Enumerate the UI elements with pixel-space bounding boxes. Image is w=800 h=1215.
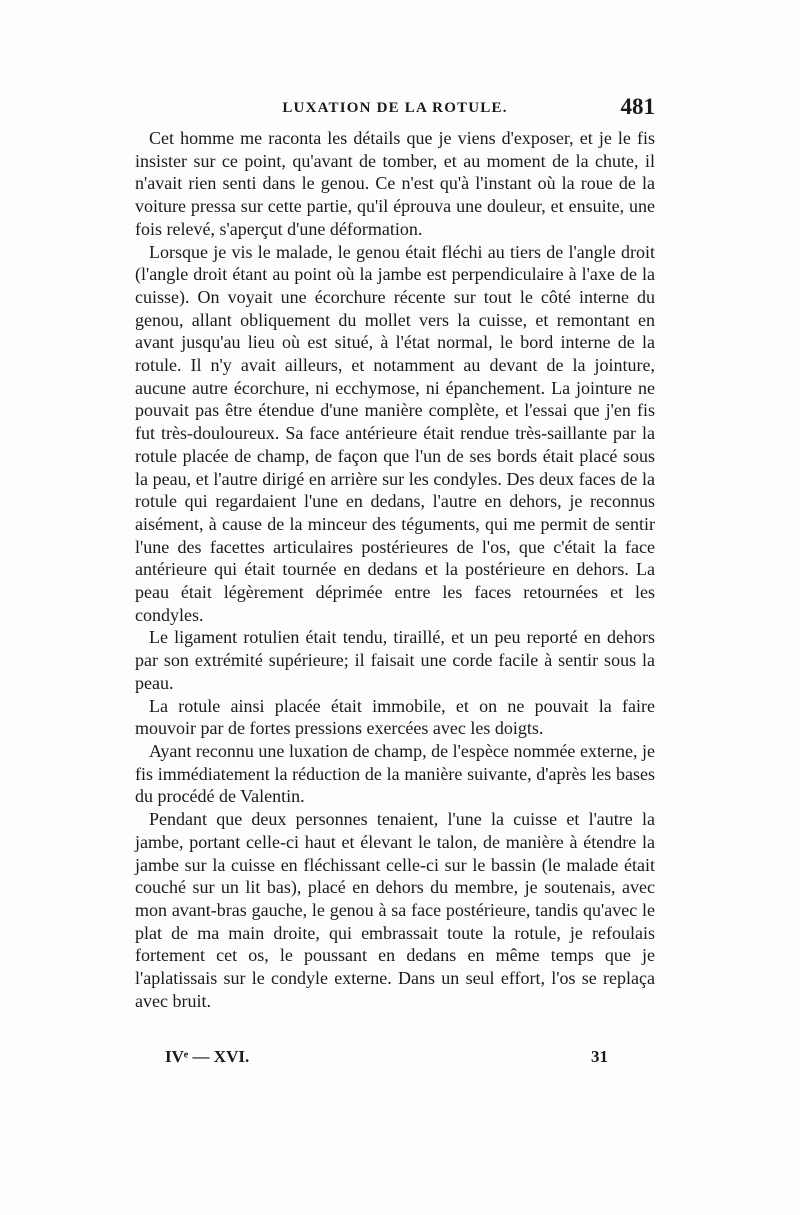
paragraph-3: Le ligament rotulien était tendu, tiraillé, et un peu reporté en dehors par son extrémité supérieure; il faisait une corde facile à sentir sous la peau.	[135, 627, 655, 693]
signature-mark: IVᵉ — XVI.	[165, 1047, 250, 1066]
running-title: LUXATION DE LA ROTULE.	[282, 100, 508, 116]
sheet-number: 31	[591, 1047, 608, 1066]
page-number: 481	[620, 94, 655, 119]
paragraph-5: Ayant reconnu une luxation de champ, de l'espèce nommée externe, je fis immédiatement la réduction de la manière suivante, d'après les bases du procédé de Valentin.	[135, 740, 655, 807]
paragraph-1: Cet homme me raconta les détails que je viens d'exposer, et je le fis insister sur ce point, qu'avant de tomber, et au moment de la chute, il n'avait rien senti dans le genou. Ce n'est qu'à l'instant où la roue de la voiture pressa sur cette partie, qu'il éprouva une douleur, et ensuite, une fois relevé, s'aperçut d'une déformation.	[135, 128, 655, 239]
paragraph-2: Lorsque je vis le malade, le genou était fléchi au tiers de l'angle droit (l'angle droit étant au point où la jambe est perpendiculaire à l'axe de la cuisse). On voyait une écorchure récente sur tout le côté interne du genou, allant obliquement du mollet vers la cuisse, et remontant en avant jusqu'au lieu où est situé, à l'état normal, le bord interne de la rotule. Il n'y avait ailleurs, et notamment au devant de la jointure, aucune autre écorchure, ni ecchymose, ni épanchement. La jointure ne pouvait pas être étendue d'une manière complète, et l'essai que j'en fis fut très-douloureux. Sa face antérieure était rendue très-saillante par la rotule placée de champ, de façon que l'un de ses bords était placé sous la peau, et l'autre dirigé en arrière sur les condyles. Des deux faces de la rotule qui regardaient l'une en dedans, l'autre en dehors, je reconnus aisément, à cause de la minceur des téguments, qui me permit de sentir l'une des facettes articulaires postérieures de l'os, que c'était la face antérieure qui était tournée en dedans et la postérieure en dehors. La peau était légèrement déprimée entre les faces retournées et les condyles.	[135, 241, 655, 625]
body-text	[135, 127, 655, 1012]
paragraph-6: Pendant que deux personnes tenaient, l'une la cuisse et l'autre la jambe, portant celle-ci haut et élevant le talon, de manière à étendre la jambe sur la cuisse en fléchissant celle-ci sur le bassin (le malade était couché sur un lit bas), placé en dehors du membre, je soutenais, avec mon avant-bras gauche, le genou à sa face postérieure, tandis qu'avec le plat de ma main droite, qui embrassait toute la rotule, je refoulais fortement cet os, le poussant en dedans en même temps que je l'aplatissais sur le condyle externe. Dans un seul effort, l'os se replaça avec bruit.	[135, 809, 655, 1011]
page-header	[135, 96, 655, 122]
page-footer	[135, 1045, 655, 1071]
paragraph-4: La rotule ainsi placée était immobile, et on ne pouvait la faire mouvoir par de fortes pressions exercées avec les doigts.	[135, 695, 655, 739]
